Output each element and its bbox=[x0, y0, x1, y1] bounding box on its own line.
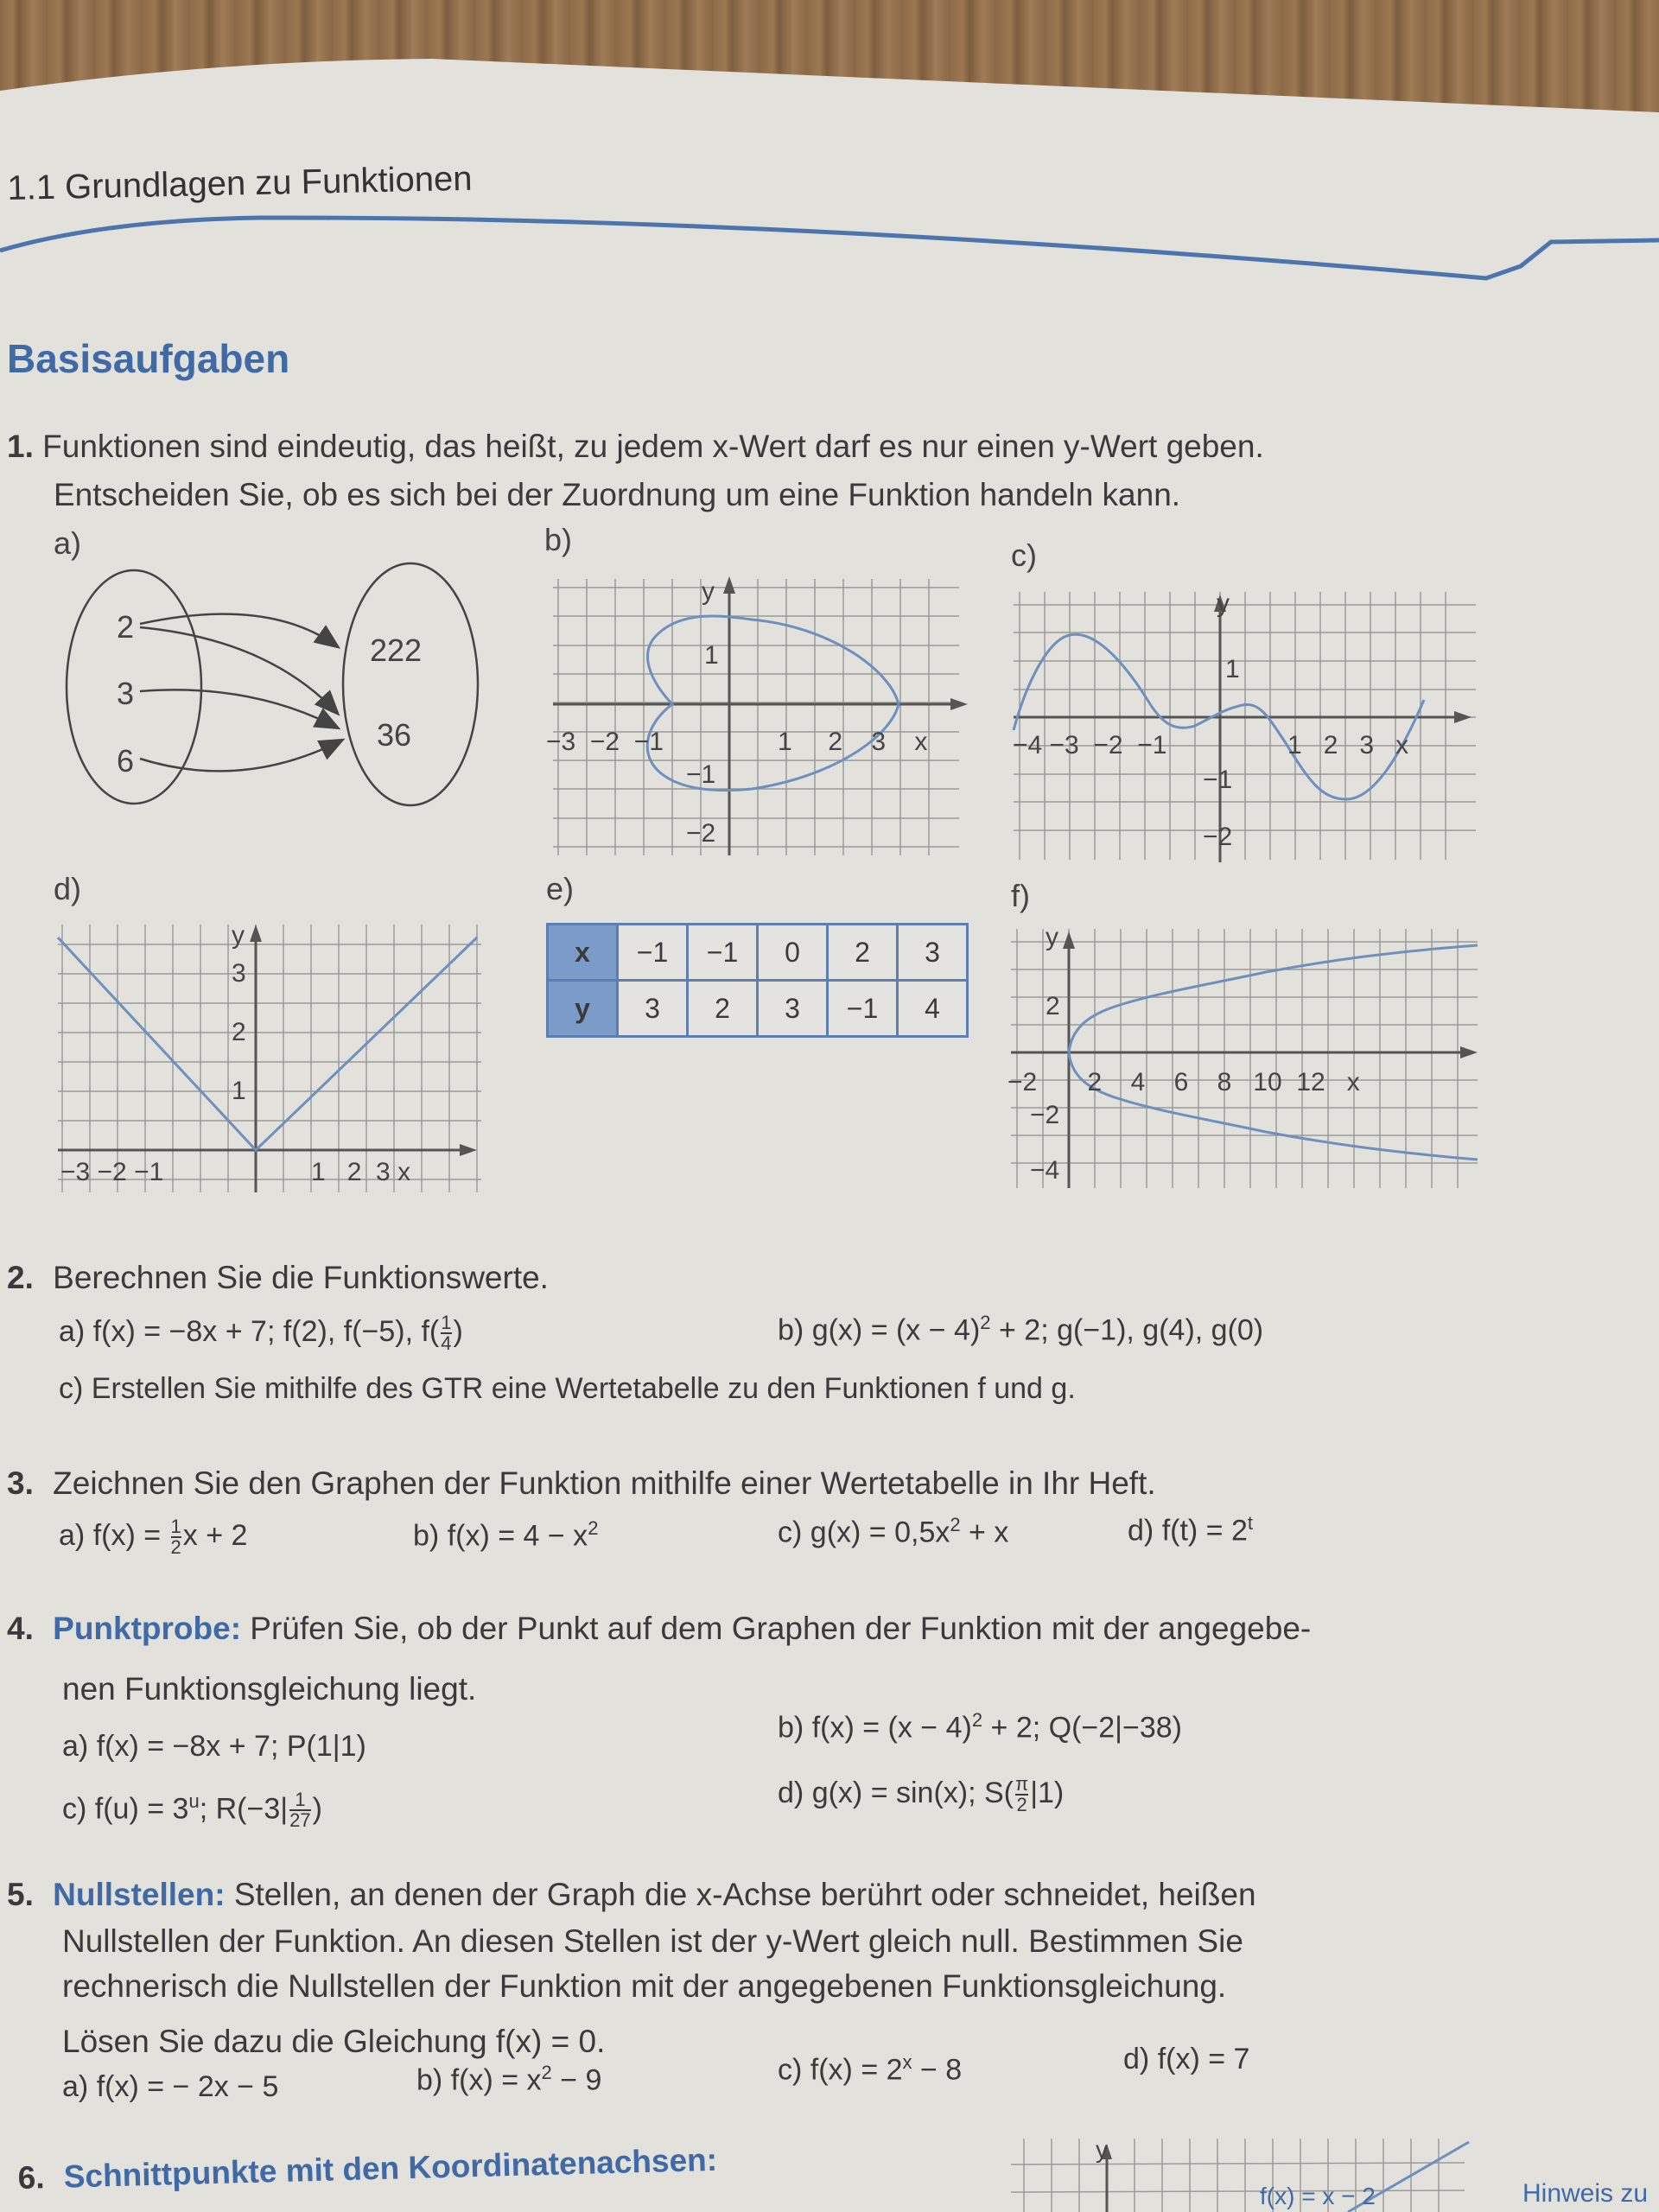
table-header-x: x bbox=[548, 925, 618, 981]
section-title: Basisaufgaben bbox=[7, 336, 290, 381]
graph-1c bbox=[1009, 588, 1480, 864]
graph-6-preview bbox=[1007, 2139, 1473, 2212]
label-1f: f) bbox=[1011, 878, 1030, 913]
mapping-left-3: 3 bbox=[117, 676, 135, 711]
mapping-right-222: 222 bbox=[370, 632, 423, 668]
table-row-x bbox=[548, 925, 968, 981]
table-cell: 0 bbox=[758, 925, 828, 981]
task5-line3: rechnerisch die Nullstellen der Funktion mit der angegebenen Funktionsgleichung. bbox=[62, 1968, 1227, 2004]
task4-a: a) f(x) = −8x + 7; P(1|1) bbox=[62, 1730, 366, 1763]
label-1c: c) bbox=[1011, 537, 1037, 573]
table-cell: 3 bbox=[898, 925, 968, 981]
task5-line1: 5. Nullstellen: Stellen, an denen der Graph die x-Achse berührt oder schneidet, heißen bbox=[7, 1877, 1256, 1912]
task5-line4: Lösen Sie dazu die Gleichung f(x) = 0. bbox=[62, 2024, 606, 2059]
mapping-right-36: 36 bbox=[377, 717, 412, 753]
label-1a: a) bbox=[54, 525, 82, 561]
task4-line1: 4. Punktprobe: Prüfen Sie, ob der Punkt auf dem Graphen der Funktion mit der angegebe- bbox=[7, 1611, 1312, 1646]
task1-line2: Entscheiden Sie, ob es sich bei der Zuordnung um eine Funktion handeln kann. bbox=[54, 477, 1181, 512]
label-1e: e) bbox=[546, 871, 575, 906]
task5-b: b) $f(x) = x^2 - 9$ bbox=[416, 2062, 602, 2097]
graph-1d bbox=[54, 920, 486, 1197]
task2-heading: 2. Berechnen Sie die Funktionswerte. bbox=[7, 1260, 549, 1295]
value-table-1e bbox=[546, 923, 969, 1038]
task2-b: b) $g(x) = (x - 4)^2 + 2$; g(−1), g(4), g(0) bbox=[778, 1312, 1264, 1347]
chapter-title: 1.1 Grundlagen zu Funktionen bbox=[7, 159, 473, 207]
table-cell: 2 bbox=[828, 925, 898, 981]
hint-label: Hinweis zu bbox=[1522, 2179, 1649, 2208]
task6-keyword: Schnittpunkte mit den Koordinatenachsen: bbox=[63, 2141, 718, 2195]
task4-line2: nen Funktionsgleichung liegt. bbox=[62, 1671, 477, 1707]
task1-line1: 1. Funktionen sind eindeutig, das heißt, zu jedem x-Wert darf es nur einen y-Wert geben. bbox=[7, 429, 1264, 464]
task5-d: d) f(x) = 7 bbox=[1123, 2043, 1250, 2075]
task5-line2: Nullstellen der Funktion. An diesen Stellen ist der y-Wert gleich null. Bestimmen Sie bbox=[62, 1923, 1243, 1959]
table-cell: 3 bbox=[618, 981, 688, 1037]
task5-a: a) f(x) = − 2x − 5 bbox=[62, 2070, 279, 2103]
task4-b: b) $f(x) = (x - 4)^2 + 2$; Q(−2|−38) bbox=[778, 1709, 1182, 1745]
task3-b: b) $f(x) = 4 - x^2$ bbox=[413, 1517, 599, 1553]
task5-c: c) $f(x) = 2^x - 8$ bbox=[778, 2051, 963, 2087]
task4-keyword: Punktprobe: bbox=[53, 1611, 242, 1646]
table-row-y bbox=[548, 981, 968, 1037]
task3-heading: 3. Zeichnen Sie den Graphen der Funktion mithilfe einer Wertetabelle in Ihr Heft. bbox=[7, 1465, 1156, 1501]
graph-1f bbox=[1007, 925, 1482, 1192]
task6-heading: 6. Schnittpunkte mit den Koordinatenachsen: bbox=[17, 2141, 718, 2196]
task4-c: c) $f(u) = 3^u$; R(−3| $\frac{1}{27}$ ) bbox=[62, 1789, 322, 1832]
mapping-left-2: 2 bbox=[117, 609, 135, 645]
table-cell: 2 bbox=[688, 981, 758, 1037]
textbook-page: 1.1 Grundlagen zu Funktionen Basisaufgaben 1. Funktionen sind eindeutig, das heißt, zu jedem x-Wert darf es nur einen y-Wert geben. Entscheiden Sie, ob es sich bei der Zuordnung um eine Funktion handeln kann. a) b) c) d) e) f) 2 3 6 222 36 −3 −2 −1 1 2 3 x y 1 −1 −2 −4 −3 −2 −1 1 2 3 x y 1 −1 −2 −3 −2 −1 1 2 3 x y 3 2 1 x −1 −1 0 2 3 y 3 2 3 −1 4 −2 2 4 6 8 10 12 x y 2 −2 −4 2. Berechnen Sie die Funktionswerte. a) f(x) = −8x + 7; f(2), f(−5), f( $\frac{1}{4}$ ) b) $g(x) = (x - 4)^2 + 2$; g(−1), g(4), g(0) c) Erstellen Sie mithilfe des GTR eine Wertetabelle zu den Funktionen f und g. 3. Zeichnen Sie den Graphen der Funktion mithilfe einer Wertetabelle in Ihr Heft. a) f(x) = $\frac{1}{2}$ x + 2 b) $f(x) = 4 - x^2$ c) $g(x) = 0,5x^2 + x$ d) $f(t) = 2^t$ 4. Punktprobe: Prüfen Sie, ob der Punkt auf dem Graphen der Funktion mit der angegebe- nen Funktionsgleichung liegt. a) f(x) = −8x + 7; P(1|1) b) $f(x) = (x - 4)^2 + 2$; Q(−2|−38) c) $f(u) = 3^u$; R(−3| $\frac{1}{27}$ ) d) g(x) = sin(x); S( $\frac{\pi}{2}$ |1) 5. Nullstellen: Stellen, an denen der Graph die x-Achse berührt oder schneidet, heißen Nullstellen der Funktion. An diesen Stellen ist der y-Wert gleich null. Bestimmen Sie rechnerisch die Nullstellen der Funktion mit der angegebenen Funktionsgleichung. Lösen Sie dazu die Gleichung f(x) = 0. a) f(x) = − 2x − 5 b) $f(x) = x^2 - 9$ c) $f(x) = 2^x - 8$ d) f(x) = 7 6. Schnittpunkte mit den Koordinatenachsen: y f(x) = x − 2 Hinweis zu bbox=[0, 0, 1659, 2212]
task5-keyword: Nullstellen: bbox=[53, 1877, 226, 1912]
task3-a: a) f(x) = $\frac{1}{2}$ x + 2 bbox=[59, 1516, 248, 1558]
table-cell: −1 bbox=[618, 925, 688, 981]
graph-6-function-label: f(x) = x − 2 bbox=[1260, 2183, 1376, 2209]
table-cell: 3 bbox=[758, 981, 828, 1037]
task2-c: c) Erstellen Sie mithilfe des GTR eine Wertetabelle zu den Funktionen f und g. bbox=[59, 1372, 1076, 1405]
label-1b: b) bbox=[544, 522, 573, 557]
table-cell: −1 bbox=[828, 981, 898, 1037]
task2-a: a) f(x) = −8x + 7; f(2), f(−5), f( $\frac{1}{4}$ ) bbox=[59, 1312, 463, 1354]
graph-6-axis-y: y bbox=[1096, 2136, 1108, 2163]
task4-d: d) g(x) = sin(x); S( $\frac{\pi}{2}$ |1) bbox=[778, 1773, 1065, 1815]
table-cell: 4 bbox=[898, 981, 968, 1037]
graph-1b bbox=[544, 575, 968, 860]
label-1d: d) bbox=[54, 871, 82, 906]
task3-d: d) $f(t) = 2^t$ bbox=[1128, 1512, 1254, 1548]
task1-number: 1. bbox=[7, 429, 34, 464]
task3-c: c) $g(x) = 0,5x^2 + x$ bbox=[778, 1514, 1009, 1549]
mapping-left-6: 6 bbox=[117, 743, 135, 779]
table-cell: −1 bbox=[688, 925, 758, 981]
table-header-y: y bbox=[548, 981, 618, 1037]
